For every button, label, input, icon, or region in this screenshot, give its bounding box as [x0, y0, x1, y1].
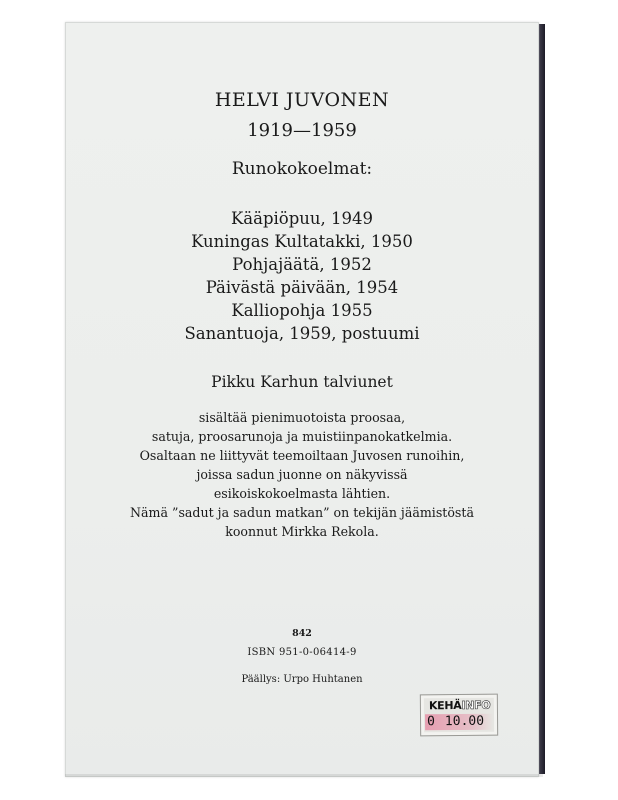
author-years: 1919—1959 — [247, 120, 357, 141]
sticker-price: 10.00 — [444, 713, 485, 730]
sticker-brand — [429, 699, 491, 714]
sticker-price-line — [425, 714, 493, 731]
description-line: joissa sadun juonne on näkyvissä — [196, 467, 408, 482]
catalog-number: 842 — [292, 628, 312, 639]
collection-item: Sanantuoja, 1959, postuumi — [184, 324, 420, 343]
collection-item: Päivästä päivään, 1954 — [205, 278, 399, 297]
description-line: esikoiskokoelmasta lähtien. — [213, 486, 391, 501]
price-sticker — [420, 694, 498, 737]
collection-item: Kääpiöpuu, 1949 — [230, 209, 374, 228]
description-line: koonnut Mirkka Rekola. — [225, 524, 379, 539]
description-line: Nämä ”sadut ja sadun matkan” on tekijän jäämistöstä — [130, 505, 474, 520]
sticker-brand-light: INFO — [461, 698, 491, 712]
author-name: HELVI JUVONEN — [214, 89, 390, 111]
cover-credit: Päällys: Urpo Huhtanen — [241, 674, 363, 685]
sticker-prefix: 0 — [426, 714, 435, 730]
collections-list — [65, 207, 539, 345]
description-line: Osaltaan ne liittyvät teemoiltaan Juvosen runoihin, — [139, 448, 465, 463]
collections-heading: Runokokoelmat: — [231, 159, 373, 179]
collection-item: Kalliopohja 1955 — [231, 301, 373, 320]
collection-item: Kuningas Kultatakki, 1950 — [191, 232, 413, 251]
cover-panel — [65, 22, 539, 777]
description-line: satuja, proosarunoja ja muistiinpanokatkelmia. — [151, 429, 453, 444]
cover-text — [65, 87, 539, 541]
book-title: Pikku Karhun talviunet — [211, 373, 393, 391]
book-description — [65, 408, 539, 541]
description-line: sisältää pienimuotoista proosaa, — [198, 410, 406, 425]
sticker-brand-bold: KEHÄ — [428, 698, 462, 713]
isbn: ISBN 951-0-06414-9 — [247, 647, 357, 658]
book-back-cover — [65, 22, 543, 777]
collection-item: Pohjajäätä, 1952 — [232, 255, 372, 274]
bottom-edge-shadow — [65, 774, 543, 777]
